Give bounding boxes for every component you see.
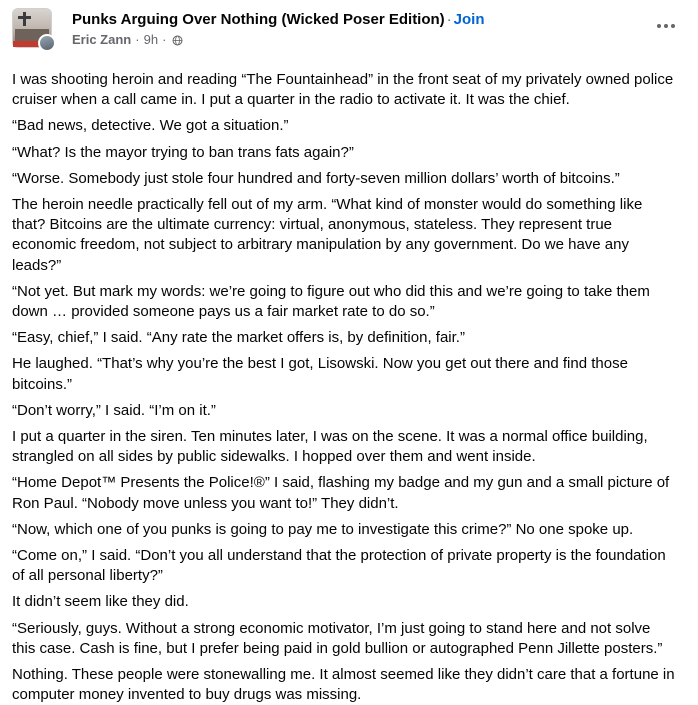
- post-meta: [72, 8, 485, 48]
- sub-line: [72, 32, 485, 48]
- post-paragraph: I was shooting heroin and reading “The Fountainhead” in the front seat of my privately owned police cruiser when a call came in. I put a quarter in the radio to activate it. It was the chief.: [12, 71, 674, 109]
- post-paragraph: “Worse. Somebody just stole four hundred and forty-seven million dollars’ worth of bitcoins.”: [12, 169, 620, 187]
- post-header: [12, 8, 682, 56]
- post-paragraph: The heroin needle practically fell out of my arm. “What kind of monster would do something like that? Bitcoins are the ultimate currency: virtual, anonymous, stateless. They represent true economic freedom, not subject to arbitrary manipulation by any government. Do we have any leads?”: [12, 196, 643, 274]
- post-paragraph: “Now, which one of you punks is going to pay me to investigate this crime?” No one spoke up.: [12, 520, 634, 538]
- post-paragraph: “Don’t worry,” I said. “I’m on it.”: [12, 401, 216, 419]
- separator-dot: ·: [135, 32, 140, 47]
- globe-icon[interactable]: [172, 35, 183, 46]
- post-paragraph: “What? Is the mayor trying to ban trans fats again?”: [12, 143, 354, 161]
- post-paragraph: “Home Depot™ Presents the Police!®” I said, flashing my badge and my gun and a small picture of Ron Paul. “Nobody move unless you want to!” They didn’t.: [12, 474, 670, 512]
- post-paragraph: “Not yet. But mark my words: we’re going to figure out who did this and we’re going to take them down … provided someone pays us a fair market rate to do so.”: [12, 282, 650, 321]
- separator-dot: ·: [446, 11, 452, 28]
- author-name-link[interactable]: Eric Zann: [72, 32, 132, 47]
- post-paragraph: “Bad news, detective. We got a situation.”: [12, 117, 289, 135]
- post-paragraph: I put a quarter in the siren. Ten minutes later, I was on the scene. It was a normal office building, strangled on all sides by public sidewalks. I hopped over them and went inside.: [12, 428, 648, 466]
- post-paragraph: “Come on,” I said. “Don’t you all understand that the protection of private property is the foundation of all personal liberty?”: [12, 547, 666, 585]
- post-paragraph: He laughed. “That’s why you’re the best I got, Lisowski. Now you get out there and find those bitcoins.”: [12, 355, 628, 393]
- post-timestamp[interactable]: 9h: [143, 32, 159, 47]
- post-paragraph: It didn’t seem like they did.: [12, 593, 189, 611]
- join-button[interactable]: Join: [453, 11, 485, 28]
- post-paragraph: Nothing. These people were stonewalling me. It almost seemed like they didn’t care that a fortune in computer money invented to buy drugs was missing.: [12, 666, 675, 704]
- title-line: [72, 10, 485, 30]
- post-paragraph: “Easy, chief,” I said. “Any rate the market offers is, by definition, fair.”: [12, 329, 465, 347]
- more-horizontal-icon: [657, 24, 675, 28]
- author-avatar[interactable]: [38, 34, 56, 52]
- group-name-link[interactable]: Punks Arguing Over Nothing (Wicked Poser Edition): [72, 11, 445, 28]
- post-paragraph: “Seriously, guys. Without a strong economic motivator, I’m just going to stand here and not solve this case. Cash is fine, but I prefer being paid in gold bullion or autographed Penn Jillette posters.”: [12, 619, 663, 657]
- separator-dot: ·: [162, 32, 167, 47]
- more-options-button[interactable]: [652, 12, 680, 40]
- post-body: [12, 70, 682, 705]
